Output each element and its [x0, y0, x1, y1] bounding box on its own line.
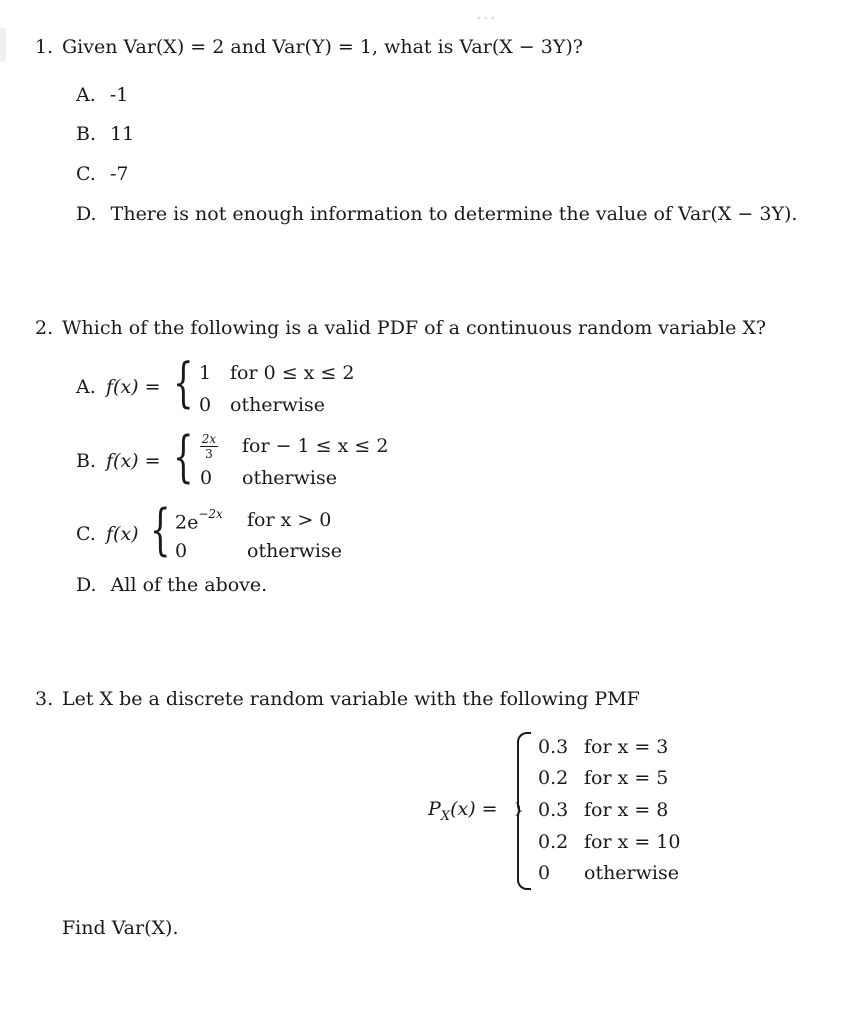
- drag-handle-dots: •••: [476, 14, 497, 25]
- option-text: 11: [110, 123, 135, 145]
- left-edge-marker: [0, 28, 6, 62]
- pmf-subscript: X: [440, 808, 451, 824]
- pmf-prob: 0.2: [538, 831, 569, 853]
- q3-prompt: Find Var(X).: [62, 917, 179, 939]
- option-letter: D.: [76, 574, 97, 596]
- fraction-denominator: 3: [205, 447, 213, 461]
- piece-value: 0: [175, 540, 188, 562]
- q1-stem: Given Var(X) = 2 and Var(Y) = 1, what is Var(X − 3Y)?: [62, 36, 583, 58]
- fraction-numerator: 2x: [201, 432, 217, 446]
- pmf-condition: for x = 10: [584, 831, 681, 853]
- left-brace-middle: [510, 802, 520, 816]
- piece-condition: otherwise: [247, 540, 342, 562]
- option-lhs: f(x) =: [106, 450, 161, 472]
- q2-option-d[interactable]: [76, 576, 267, 595]
- pmf-prob: 0: [538, 862, 551, 884]
- piece-condition: for x > 0: [247, 509, 332, 531]
- fraction: [200, 433, 218, 460]
- option-letter: A.: [76, 376, 96, 398]
- left-brace: {: [173, 425, 194, 490]
- q1-number: 1.: [35, 36, 54, 58]
- q1-option-b[interactable]: [76, 125, 134, 144]
- q1-option-d[interactable]: [76, 205, 797, 224]
- pmf-prob: 0.3: [538, 799, 569, 821]
- option-letter: A.: [76, 84, 96, 106]
- exp-base: 2e: [175, 511, 199, 534]
- piece-value: 0: [200, 467, 213, 489]
- option-lhs: f(x) =: [106, 376, 161, 398]
- piece-value: 0: [199, 394, 212, 416]
- option-text: -7: [109, 163, 129, 185]
- option-text: -1: [109, 84, 129, 106]
- piece-value: 1: [199, 362, 212, 384]
- pmf-symbol: P: [428, 798, 441, 820]
- left-brace: {: [150, 498, 171, 563]
- option-letter: C.: [76, 163, 96, 185]
- option-text: All of the above.: [110, 574, 268, 596]
- q1-option-c[interactable]: [76, 165, 128, 184]
- pmf-prob: 0.3: [538, 736, 569, 758]
- exp-power: −2x: [198, 507, 223, 521]
- left-brace-top: [517, 732, 531, 812]
- left-brace: {: [173, 352, 194, 415]
- pmf-lhs: [428, 800, 498, 823]
- q2-stem: Which of the following is a valid PDF of a continuous random variable X?: [62, 317, 767, 339]
- option-letter: B.: [76, 123, 97, 145]
- pmf-prob: 0.2: [538, 767, 569, 789]
- q3-stem: Let X be a discrete random variable with the following PMF: [62, 688, 640, 710]
- q3-number: 3.: [35, 688, 54, 710]
- option-letter: B.: [76, 450, 97, 472]
- piece-condition: otherwise: [242, 467, 337, 489]
- piece-value: [175, 507, 223, 534]
- pmf-condition: for x = 3: [584, 736, 669, 758]
- piece-condition: otherwise: [230, 394, 325, 416]
- q2-number: 2.: [35, 317, 54, 339]
- option-text: There is not enough information to determine the value of Var(X − 3Y).: [110, 203, 798, 225]
- pmf-condition: for x = 8: [584, 799, 669, 821]
- left-brace-bottom: [517, 810, 531, 890]
- q1-option-a[interactable]: [76, 86, 128, 105]
- pmf-condition: otherwise: [584, 862, 679, 884]
- piece-condition: for 0 ≤ x ≤ 2: [230, 362, 355, 384]
- pmf-argument: (x) =: [450, 798, 498, 820]
- piece-condition: for − 1 ≤ x ≤ 2: [242, 435, 389, 457]
- pmf-condition: for x = 5: [584, 767, 669, 789]
- option-lhs: f(x): [106, 523, 139, 545]
- option-letter: C.: [76, 523, 96, 545]
- option-letter: D.: [76, 203, 97, 225]
